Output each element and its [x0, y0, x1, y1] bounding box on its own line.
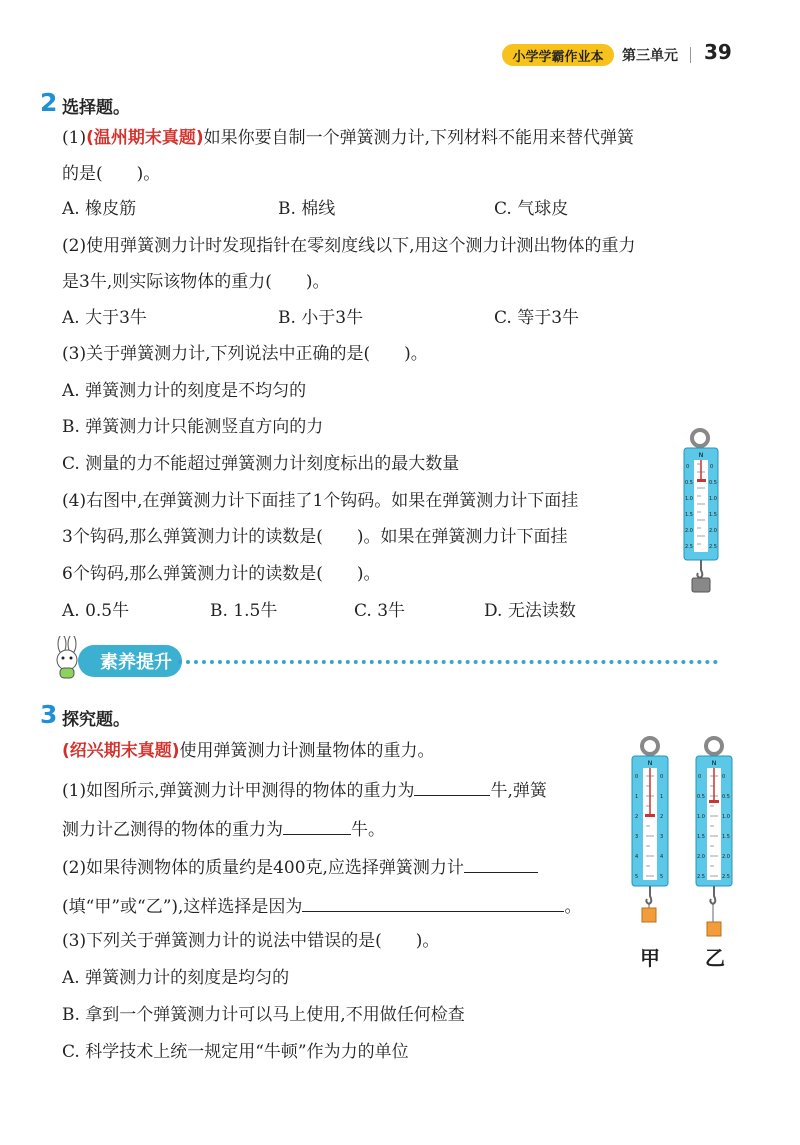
scale-tick-r-2.5: 2.5: [709, 544, 717, 550]
scale-ring: [692, 430, 708, 446]
book-title-badge: 小学学霸作业本: [502, 44, 614, 66]
q2-p2-line2: 是3牛,则实际该物体的重力( )。: [62, 272, 330, 292]
q2-p3-option-b: B. 弹簧测力计只能测竖直方向的力: [62, 417, 324, 437]
yi-tick-r-1.5: 1.5: [722, 834, 730, 840]
page-number: 39: [704, 40, 732, 64]
q3-p2-blank-reason[interactable]: [302, 895, 564, 912]
yi-tick-r-2.0: 2.0: [722, 854, 730, 860]
q2-p4-option-a: A. 0.5牛: [62, 601, 130, 621]
section-dotted-divider: [178, 660, 718, 664]
q3-intro: 使用弹簧测力计测量物体的重力。: [179, 741, 435, 761]
q2-p1-line2: 的是( )。: [62, 164, 161, 184]
scale-tick-r-1.5: 1.5: [709, 512, 717, 518]
q2-p3-option-a: A. 弹簧测力计的刻度是不均匀的: [62, 381, 307, 401]
unit-label: 第三单元: [622, 48, 678, 64]
q3-p1-text-b: 牛,弹簧: [490, 781, 547, 801]
q2-p1-line1: [62, 127, 634, 149]
q3-p2-line2: [62, 895, 581, 918]
q3-source-tag: (绍兴期末真题): [62, 741, 180, 761]
scale-tick-r-0: 0: [710, 464, 714, 470]
jia-tick-2: 2: [635, 814, 639, 820]
q3-p2-text-a: (2)如果待测物体的质量约是400克,应选择弹簧测力计: [62, 858, 464, 878]
q2-p1-text-a: 如果你要自制一个弹簧测力计,下列材料不能用来替代弹簧: [203, 128, 635, 148]
q3-option-a: A. 弹簧测力计的刻度是均匀的: [62, 968, 290, 988]
q2-p3-stem: (3)关于弹簧测力计,下列说法中正确的是( )。: [62, 344, 428, 364]
hook-weight: [692, 578, 710, 592]
scale-tick-r-2.0: 2.0: [709, 528, 717, 534]
section-banner: 素养提升: [78, 645, 182, 677]
scale-pointer: [697, 479, 706, 482]
q3-p3-stem: (3)下列关于弹簧测力计的说法中错误的是( )。: [62, 931, 440, 951]
q3-p1-blank-yi[interactable]: [283, 818, 351, 835]
q2-p1-option-b: B. 棉线: [278, 199, 336, 219]
scale-unit-label: N: [698, 452, 704, 459]
scale-tick-r-0.5: 0.5: [709, 480, 717, 486]
jia-tick-r-1: 1: [660, 794, 664, 800]
q3-p1-text-d: 牛。: [351, 820, 385, 840]
jia-weight: [642, 908, 656, 922]
q2-p4-option-d: D. 无法读数: [484, 601, 576, 621]
q2-p4-option-c: C. 3牛: [354, 601, 406, 621]
yi-tick-1.0: 1.0: [697, 814, 705, 820]
q3-p1-line1: [62, 779, 547, 802]
yi-tick-r-0.5: 0.5: [722, 794, 730, 800]
q3-p2-blank-choice[interactable]: [464, 856, 538, 873]
scale-tick-r-1.0: 1.0: [709, 496, 717, 502]
yi-tick-1.5: 1.5: [697, 834, 705, 840]
question-3-title: 探究题。: [62, 710, 130, 730]
q3-p1-line2: [62, 818, 385, 841]
yi-tick-2.0: 2.0: [697, 854, 705, 860]
q2-p2-option-a: A. 大于3牛: [62, 308, 147, 328]
q3-intro-line: [62, 740, 435, 762]
jia-tick-1: 1: [635, 794, 639, 800]
header-divider: [690, 47, 691, 63]
yi-tick-r-2.5: 2.5: [722, 874, 730, 880]
spring-scales-figure-q3: [618, 736, 750, 946]
q3-p2-text-c: 。: [564, 897, 582, 917]
q3-p1-blank-jia[interactable]: [414, 779, 490, 796]
label-yi: 乙: [705, 946, 725, 970]
spring-scale-figure-q2: [668, 428, 738, 596]
q2-p2-option-b: B. 小于3牛: [278, 308, 364, 328]
jia-tick-r-4: 4: [660, 854, 664, 860]
q2-p1-source-tag: (温州期末真题): [86, 128, 204, 148]
yi-tick-0: 0: [698, 774, 702, 780]
jia-tick-r-5: 5: [660, 874, 664, 880]
scale-yi-unit: N: [711, 760, 717, 767]
scale-jia: [632, 738, 668, 922]
q3-p2-text-b: (填“甲”或“乙”),这样选择是因为: [62, 897, 303, 917]
q2-p4-option-b: B. 1.5牛: [210, 601, 278, 621]
q2-p2-option-c: C. 等于3牛: [494, 308, 580, 328]
scale-tick-1.0: 1.0: [685, 496, 693, 502]
jia-tick-0: 0: [635, 774, 639, 780]
scale-tick-1.5: 1.5: [685, 512, 693, 518]
q2-p1-option-c: C. 气球皮: [494, 199, 569, 219]
scale-tick-0.5: 0.5: [685, 480, 693, 486]
question-2-number: 2: [40, 88, 58, 117]
jia-tick-5: 5: [635, 874, 639, 880]
scale-tick-2.5: 2.5: [685, 544, 693, 550]
question-2-title: 选择题。: [62, 98, 130, 118]
q2-p3-option-c: C. 测量的力不能超过弹簧测力计刻度标出的最大数量: [62, 454, 460, 474]
q2-p4-line1: (4)右图中,在弹簧测力计下面挂了1个钩码。如果在弹簧测力计下面挂: [62, 491, 579, 511]
yi-tick-r-0: 0: [722, 774, 726, 780]
q2-p4-line3: 6个钩码,那么弹簧测力计的读数是( )。: [62, 564, 381, 584]
q2-p2-line1: (2)使用弹簧测力计时发现指针在零刻度线以下,用这个测力计测出物体的重力: [62, 236, 636, 256]
label-jia: 甲: [640, 946, 660, 970]
yi-tick-r-1.0: 1.0: [722, 814, 730, 820]
jia-tick-r-0: 0: [660, 774, 664, 780]
question-3-number: 3: [40, 700, 58, 729]
scale-tick-2.0: 2.0: [685, 528, 693, 534]
yi-tick-0.5: 0.5: [697, 794, 705, 800]
scale-tick-0: 0: [686, 464, 690, 470]
jia-tick-3: 3: [635, 834, 639, 840]
q2-p1-option-a: A. 橡皮筋: [62, 199, 137, 219]
q3-p2-line1: [62, 856, 538, 879]
q3-option-b: B. 拿到一个弹簧测力计可以马上使用,不用做任何检查: [62, 1005, 465, 1025]
scale-hook: [697, 560, 702, 578]
q3-option-c: C. 科学技术上统一规定用“牛顿”作为力的单位: [62, 1042, 409, 1062]
scale-jia-unit: N: [647, 760, 653, 767]
jia-tick-r-2: 2: [660, 814, 664, 820]
jia-tick-4: 4: [635, 854, 639, 860]
yi-weight: [707, 922, 721, 936]
jia-tick-r-3: 3: [660, 834, 664, 840]
q3-p1-text-c: 测力计乙测得的物体的重力为: [62, 820, 283, 840]
q2-p4-line2: 3个钩码,那么弹簧测力计的读数是( )。如果在弹簧测力计下面挂: [62, 527, 568, 547]
q2-p1-prefix: (1): [62, 128, 87, 148]
q3-p1-text-a: (1)如图所示,弹簧测力计甲测得的物体的重力为: [62, 781, 415, 801]
scale-yi: [696, 738, 732, 936]
yi-tick-2.5: 2.5: [697, 874, 705, 880]
